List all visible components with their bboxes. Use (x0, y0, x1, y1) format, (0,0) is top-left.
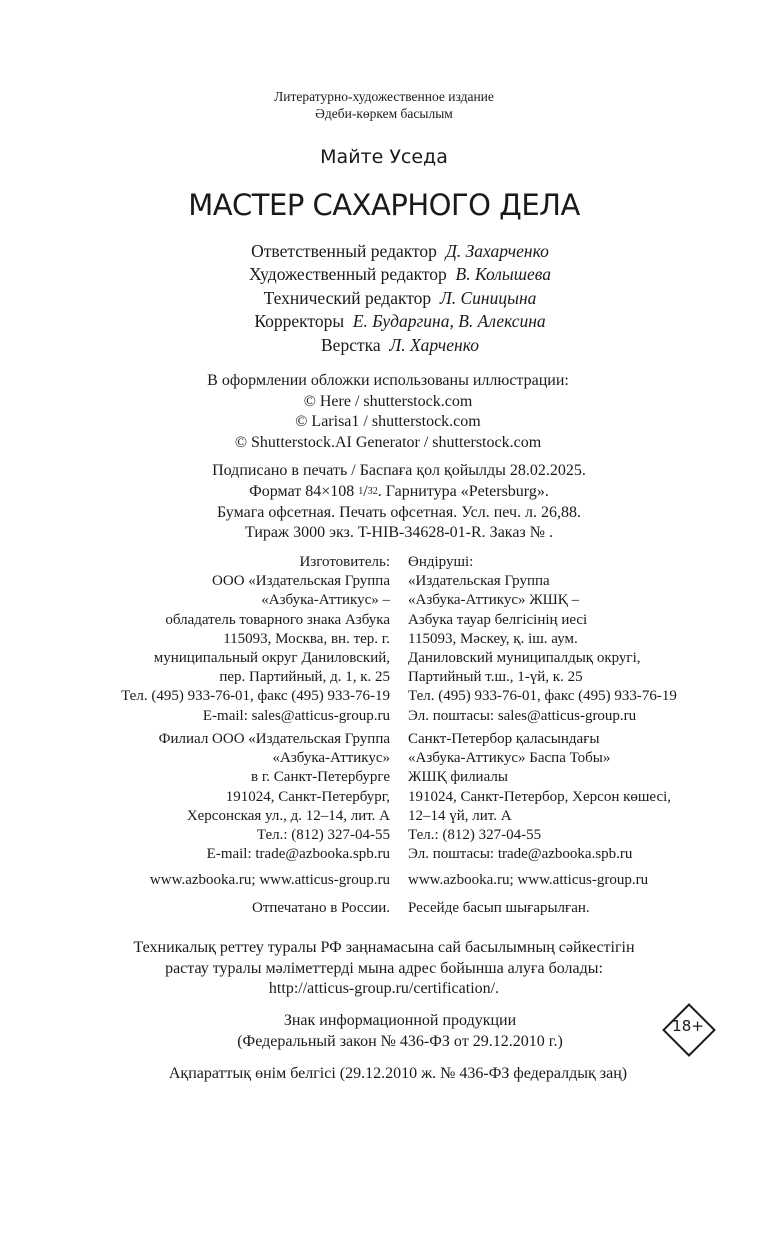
manufacturer-ru-line: Тел. (495) 933-76-01, факс (495) 933-76-19 (121, 688, 390, 705)
illustration-credit: © Here / shutterstock.com (303, 392, 473, 410)
printed-in-kz: Ресейде басып шығарылған. (408, 900, 590, 916)
info-mark-line: Знак информационной продукции (283, 1012, 517, 1029)
branch-ru (40, 730, 390, 864)
credit-name: Л. Харченко (389, 334, 479, 355)
branch-ru-line: «Азбука-Аттикус» (272, 750, 390, 767)
branch-ru-line: 191024, Санкт-Петербург, (225, 788, 390, 805)
manufacturer-kz-line: Даниловский муниципалдық округі, (408, 650, 641, 667)
illustrations-block (0, 371, 768, 453)
age-rating-label: 18+ (672, 1017, 704, 1035)
credit-line (0, 263, 768, 286)
branch-ru-line: Филиал ООО «Издательская Группа (158, 731, 390, 747)
credits-block (0, 240, 768, 357)
manufacturer-ru (40, 553, 390, 726)
credit-name: Е. Бударгина, В. Алексина (352, 311, 546, 332)
manufacturer-ru-line: обладатель товарного знака Азбука (165, 611, 390, 628)
genre-ru: Литературно-художественное издание (274, 89, 494, 104)
branch-ru-line: Тел.: (812) 327-04-55 (256, 827, 390, 844)
manufacturer-ru-line: муниципальный округ Даниловский, (153, 650, 390, 667)
branch-kz-line: ЖШҚ филиалы (408, 769, 508, 786)
branch-kz (408, 730, 748, 864)
manufacturer-ru-email: E-mail: sales@atticus-group.ru (202, 707, 390, 724)
format-suffix: . Гарнитура «Petersburg». (377, 482, 549, 500)
illustrations-intro: В оформлении обложки использованы иллюстрации: (207, 372, 569, 389)
book-author: Майте Уседа (320, 146, 448, 168)
branch-kz-line: Санкт-Петербор қаласындағы (408, 731, 600, 747)
credit-role: Верстка (321, 334, 381, 355)
credit-line (0, 310, 768, 333)
credit-name: В. Колышева (455, 264, 551, 285)
illustration-credit: © Larisa1 / shutterstock.com (295, 413, 481, 430)
credit-role: Художественный редактор (249, 264, 447, 285)
manufacturer-kz-line: «Издательская Группа (408, 573, 550, 590)
credit-name: Д. Захарченко (445, 241, 549, 261)
branch-ru-line: в г. Санкт-Петербурге (251, 769, 390, 786)
info-mark-law: (Федеральный закон № 436-ФЗ от 29.12.2010 г.) (237, 1032, 563, 1050)
info-product-mark (160, 1011, 640, 1052)
branch-kz-email: Эл. поштасы: trade@azbooka.spb.ru (408, 846, 633, 863)
genre-kz: Әдеби-көркем басылым (315, 106, 453, 121)
format-line: Формат 84×108 $^1$/32. Гарнитура «Petersburg». (249, 482, 549, 500)
credit-role: Ответственный редактор (251, 241, 437, 261)
signed-date: Подписано в печать / Баспаға қол қойылды 28.02.2025. (212, 462, 586, 479)
certification-url: http://atticus-group.ru/certification/. (268, 980, 500, 997)
format-prefix: Формат 84×108 (249, 482, 355, 500)
websites-kz: www.azbooka.ru; www.atticus-group.ru (408, 872, 649, 888)
manufacturer-ru-line: 115093, Москва, вн. тер. г. (223, 630, 390, 647)
manufacturer-kz-line: Тел. (495) 933-76-01, факс (495) 933-76-19 (408, 688, 677, 705)
manufacturer-ru-line: «Азбука-Аттикус» – (261, 592, 390, 609)
book-title: МАСТЕР САХАРНОГО ДЕЛА (188, 188, 580, 222)
manufacturer-kz-line: 115093, Мәскеу, қ. іш. аум. (408, 630, 578, 647)
manufacturer-ru-line: Изготовитель: (299, 554, 390, 570)
branch-kz-line: 191024, Санкт-Петербор, Херсон көшесі, (408, 788, 672, 805)
format-denominator: 32 (367, 485, 378, 497)
branch-ru-line: Херсонская ул., д. 12–14, лит. А (186, 807, 390, 824)
paper-line: Бумага офсетная. Печать офсетная. Усл. печ. л. 26,88. (217, 503, 581, 521)
print-details (0, 461, 768, 544)
credit-role: Технический редактор (263, 287, 432, 308)
printed-in-ru: Отпечатано в России. (252, 900, 390, 916)
manufacturer-kz (408, 553, 748, 726)
edition-type (0, 88, 768, 122)
format-numerator: 1 (358, 485, 364, 497)
tech-regulation-note (0, 938, 768, 1000)
credit-line (0, 287, 768, 310)
branch-kz-line: «Азбука-Аттикус» Баспа Тобы» (408, 750, 611, 767)
manufacturer-kz-line: Партийный т.ш., 1-үй, к. 25 (408, 669, 583, 686)
illustration-credit: © Shutterstock.AI Generator / shutterstock.com (234, 433, 542, 451)
tech-regulation-line: растау туралы мәліметтерді мына адрес бойынша алуға болады: (165, 959, 603, 977)
age-rating-badge (662, 1003, 714, 1055)
manufacturer-kz-line: Азбука тауар белгісінің иесі (408, 611, 588, 628)
branch-kz-line: 12–14 үй, лит. А (408, 807, 512, 824)
branch-ru-email: E-mail: trade@azbooka.spb.ru (206, 846, 390, 863)
manufacturer-kz-line: «Азбука-Аттикус» ЖШҚ – (408, 592, 580, 609)
branch-kz-line: Тел.: (812) 327-04-55 (408, 827, 542, 844)
manufacturer-kz-email: Эл. поштасы: sales@atticus-group.ru (408, 707, 637, 724)
manufacturer-kz-line: Өндіруші: (408, 554, 474, 570)
kz-info-mark: Ақпараттық өнім белгісі (29.12.2010 ж. № 436-ФЗ федералдық заң) (168, 1065, 628, 1082)
run-line: Тираж 3000 экз. T-HIB-34628-01-R. Заказ № . (244, 524, 554, 542)
credit-line (0, 240, 768, 263)
credit-line (0, 334, 768, 357)
credit-role: Корректоры (254, 311, 345, 332)
manufacturer-ru-line: пер. Партийный, д. 1, к. 25 (219, 669, 390, 686)
manufacturer-ru-line: ООО «Издательская Группа (212, 573, 390, 590)
websites-ru: www.azbooka.ru; www.atticus-group.ru (149, 872, 390, 888)
credit-name: Л. Синицына (439, 287, 537, 308)
tech-regulation-line: Техникалық реттеу туралы РФ заңнамасына сай басылымның сәйкестігін (133, 939, 635, 956)
